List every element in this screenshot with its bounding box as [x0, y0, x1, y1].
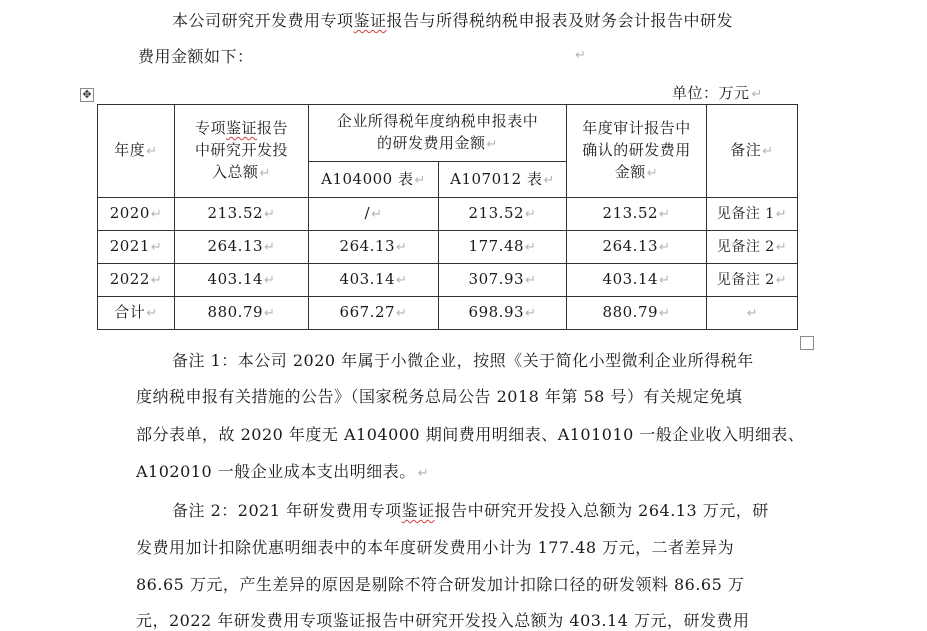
paragraph-mark-icon: ↵: [396, 306, 408, 321]
header-special-l2: 中研究开发投: [194, 141, 288, 159]
paragraph-mark-icon: ↵: [396, 240, 408, 255]
cell-special: 880.79↵: [175, 297, 309, 330]
paragraph-mark-icon: ↵: [486, 137, 498, 152]
paragraph-mark-icon: ↵: [525, 240, 537, 255]
header-tax-l2: 的研发费用金额: [377, 134, 486, 152]
note2-line-3: 86.65 万元，产生差异的原因是剔除不符合研发加计扣除口径的研发领料 86.65 万: [136, 575, 745, 594]
cell-a104000: 264.13↵: [309, 231, 439, 264]
cell-a107012: 307.93↵: [439, 264, 567, 297]
paragraph-mark-icon: ↵: [264, 306, 276, 321]
cell-note: 见备注 2↵: [707, 231, 798, 264]
cell-note: 见备注 2↵: [707, 264, 798, 297]
note1-line-2: 度纳税申报有关措施的公告》（国家税务总局公告 2018 年第 58 号）有关规定免填: [136, 387, 743, 406]
note2-line-1-text: 备注 2：2021 年研发费用专项鉴证报告中研究开发投入总额为 264.13 万元，研: [172, 501, 769, 520]
paragraph-mark-icon: ↵: [150, 273, 163, 288]
paragraph-mark-icon: ↵: [751, 87, 763, 102]
spellcheck-mark: 鉴证: [225, 119, 257, 137]
table-row: [98, 231, 798, 264]
paragraph-mark-icon: ↵: [150, 240, 163, 255]
cell-a104000: /↵: [309, 198, 439, 231]
paragraph-mark-icon: ↵: [746, 305, 759, 321]
cell-special: 213.52↵: [175, 198, 309, 231]
paragraph-mark-icon: ↵: [659, 240, 671, 255]
intro-line-1-text: 本公司研究开发费用专项鉴证报告与所得税纳税申报表及财务会计报告中研发: [172, 11, 734, 30]
spellcheck-mark: 鉴证: [353, 11, 387, 30]
paragraph-mark-icon: ↵: [575, 48, 586, 63]
cell-audit: 403.14↵: [567, 264, 707, 297]
rd-expense-table: [97, 104, 798, 330]
header-special-l3: 入总额: [212, 163, 259, 181]
cell-audit: 264.13↵: [567, 231, 707, 264]
header-audit: [567, 105, 707, 198]
intro-line-2: [138, 44, 254, 67]
cell-a107012: 213.52↵: [439, 198, 567, 231]
paragraph-mark-icon: ↵: [525, 306, 537, 321]
note2-line-1: [172, 498, 769, 521]
paragraph-mark-icon: ↵: [762, 144, 774, 159]
cell-a107012: 698.93↵: [439, 297, 567, 330]
spellcheck-mark: 鉴证: [401, 501, 435, 520]
header-audit-l1: 年度审计报告中: [582, 119, 691, 137]
paragraph-mark-icon: ↵: [264, 273, 276, 288]
cell-special: 403.14↵: [175, 264, 309, 297]
cell-year: 2021↵: [98, 231, 175, 264]
cell-a104000: 403.14↵: [309, 264, 439, 297]
table-row: [98, 198, 798, 231]
header-audit-l3: 金额: [614, 163, 646, 181]
note1-line-3: 部分表单，故 2020 年度无 A104000 期间费用明细表、A101010 一般企业收入明细表、: [136, 425, 805, 444]
paragraph-mark-icon: ↵: [775, 272, 788, 288]
paragraph-mark-icon: ↵: [371, 207, 383, 222]
cell-a107012: 177.48↵: [439, 231, 567, 264]
paragraph-mark-icon: ↵: [646, 166, 659, 181]
paragraph-mark-icon: ↵: [525, 207, 537, 222]
cell-year: 2020↵: [98, 198, 175, 231]
paragraph-mark-icon: ↵: [396, 273, 408, 288]
note2-line-4: 元，2022 年研发费用专项鉴证报告中研究开发投入总额为 403.14 万元，研发费用: [136, 611, 750, 630]
table-move-handle-icon[interactable]: ✥: [80, 88, 94, 102]
paragraph-mark-icon: ↵: [659, 207, 671, 222]
header-tax-a107012: A107012 表↵: [439, 162, 567, 198]
cell-a104000: 667.27↵: [309, 297, 439, 330]
paragraph-mark-icon: ↵: [414, 172, 426, 188]
paragraph-mark-icon: ↵: [525, 273, 537, 288]
paragraph-mark-icon: ↵: [417, 466, 430, 481]
unit-label: [672, 82, 763, 103]
cell-year: 2022↵: [98, 264, 175, 297]
header-tax-a104000: A104000 表↵: [309, 162, 439, 198]
paragraph-mark-icon: ↵: [543, 172, 555, 188]
paragraph-mark-icon: ↵: [659, 273, 671, 288]
paragraph-mark-icon: ↵: [775, 239, 788, 255]
header-special-l1: 专项鉴证报告: [194, 119, 289, 137]
cell-audit: 880.79↵: [567, 297, 707, 330]
note1-line-4: A102010 一般企业成本支出明细表。 ↵: [136, 462, 430, 481]
intro-line-1: [172, 8, 733, 31]
header-tax-l1: 企业所得税年度纳税申报表中: [336, 112, 539, 130]
header-year: 年度↵: [98, 105, 175, 198]
cell-note: 见备注 1↵: [707, 198, 798, 231]
cell-note: [707, 297, 798, 330]
table-row: [98, 264, 798, 297]
unit-label-text: 单位：万元: [672, 84, 750, 102]
cell-audit: 213.52↵: [567, 198, 707, 231]
table-resize-handle[interactable]: [800, 336, 814, 350]
header-tax: [309, 105, 567, 162]
paragraph-mark-icon: ↵: [264, 240, 276, 255]
paragraph-mark-icon: ↵: [146, 306, 158, 321]
note2-line-2: 发费用加计扣除优惠明细表中的本年度研发费用小计为 177.48 万元，二者差异为: [136, 538, 735, 557]
table-row-total: [98, 297, 798, 330]
header-audit-l2: 确认的研发费用: [582, 141, 691, 159]
header-note: 备注↵: [707, 105, 798, 198]
header-special-total: [175, 105, 309, 198]
paragraph-mark-icon: ↵: [264, 207, 276, 222]
intro-line-2-text: 费用金额如下：: [138, 47, 254, 66]
paragraph-mark-icon: ↵: [259, 166, 271, 181]
cell-special: 264.13↵: [175, 231, 309, 264]
paragraph-mark-icon: ↵: [150, 207, 163, 222]
note1-line-1: 备注 1：本公司 2020 年属于小微企业，按照《关于简化小型微利企业所得税年: [172, 351, 754, 370]
cell-year: 合计↵: [98, 297, 175, 330]
paragraph-mark-icon: ↵: [775, 206, 788, 222]
paragraph-mark-icon: ↵: [146, 144, 158, 159]
paragraph-mark-icon: ↵: [659, 306, 671, 321]
